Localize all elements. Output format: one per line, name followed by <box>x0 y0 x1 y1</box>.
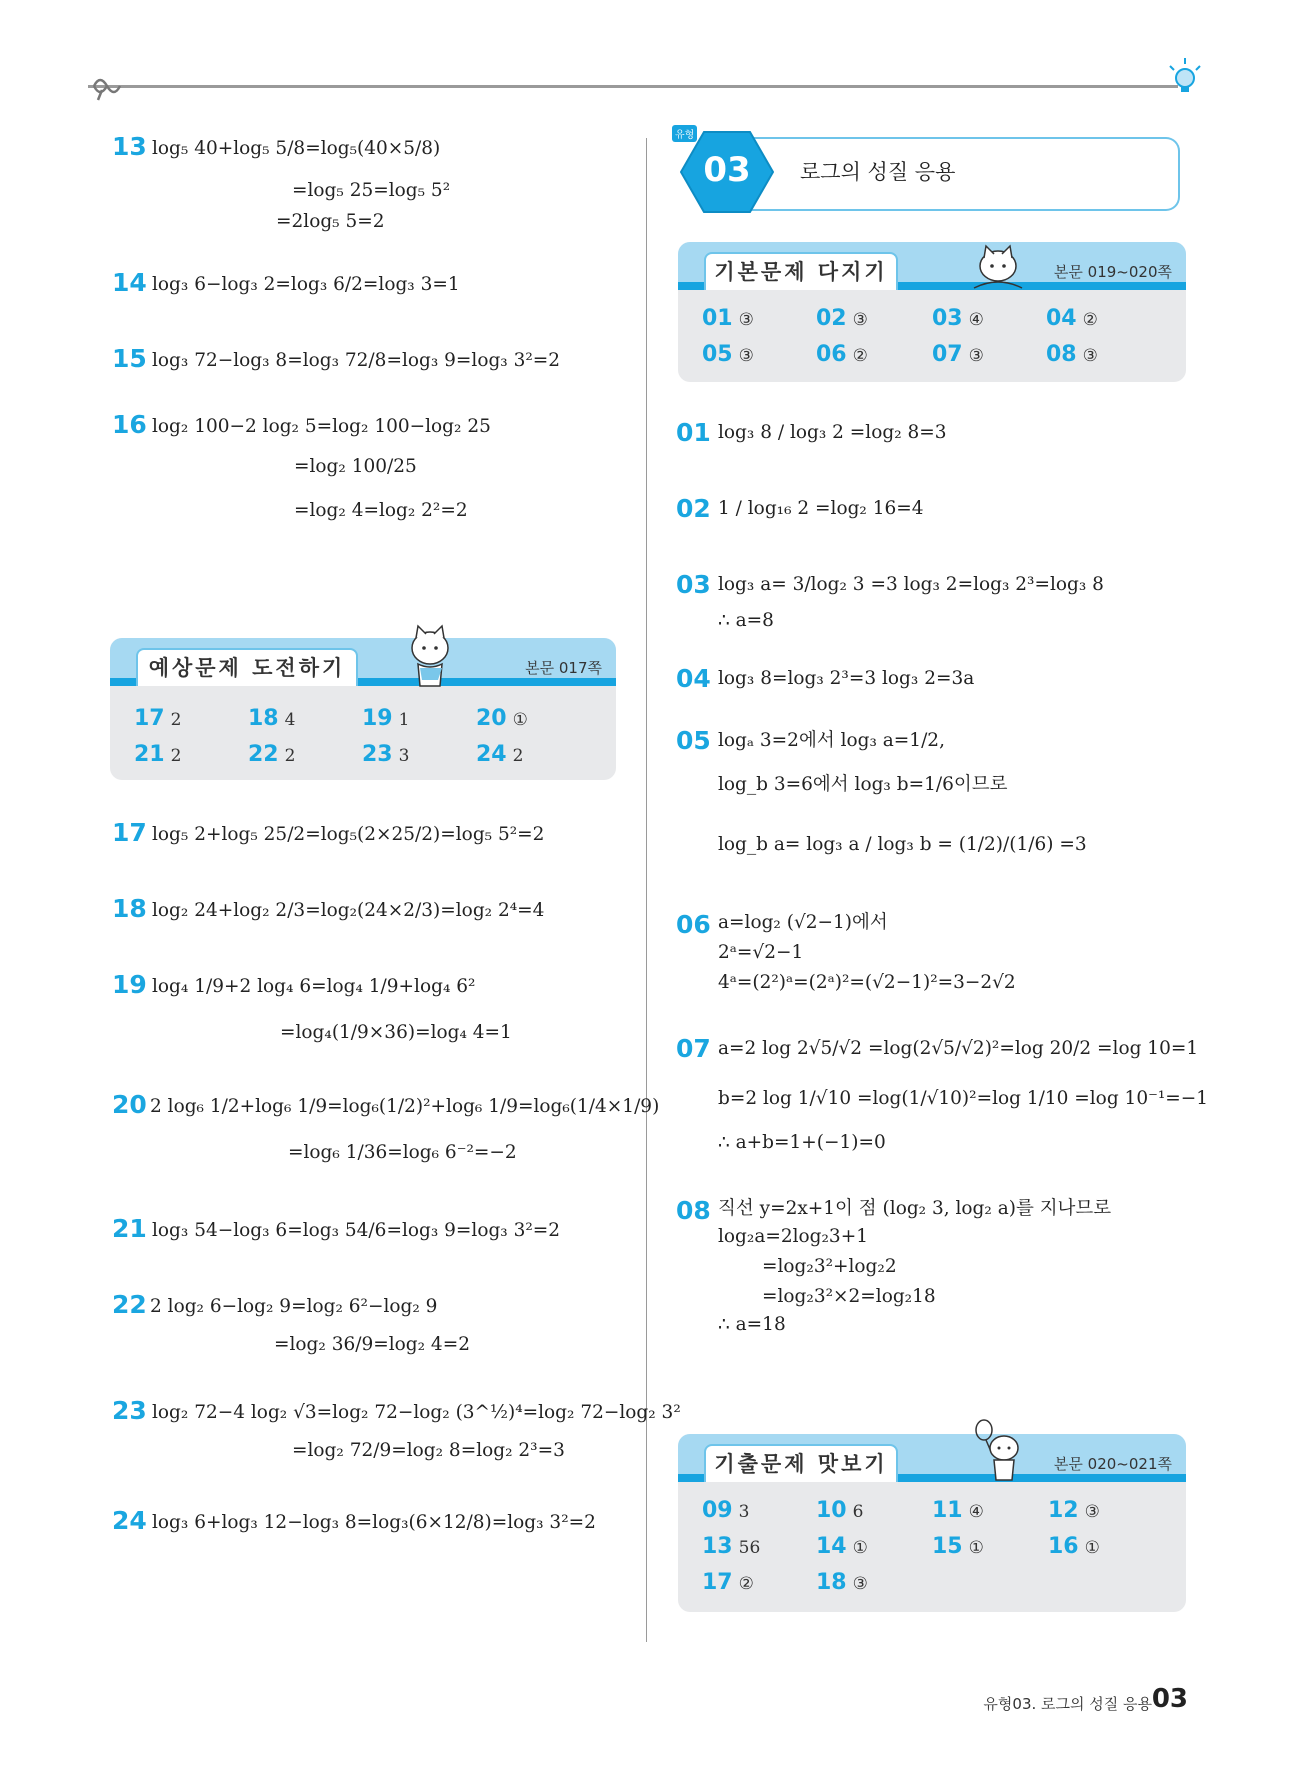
problem-number: 14 <box>112 268 147 297</box>
solution-line: b=2 log 1/√10 =log(1/√10)²=log 1/10 =log 10⁻¹=−1 <box>718 1088 1209 1109</box>
solution-line: ∴ a=18 <box>718 1314 786 1335</box>
answer-item: 07 ③ <box>932 342 984 367</box>
type-header <box>672 130 1182 214</box>
solution-line: =log₂ 4=log₂ 2²=2 <box>294 500 468 521</box>
solution-line: a=2 log 2√5/√2 =log(2√5/√2)²=log 20/2 =log 10=1 <box>718 1038 1199 1059</box>
problem-number: 23 <box>112 1396 147 1425</box>
answer-item: 20 ① <box>476 706 528 731</box>
answer-item: 13 56 <box>702 1534 761 1559</box>
solution-line: log₃ 6+log₃ 12−log₃ 8=log₃(6×12/8)=log₃ 3²=2 <box>152 1512 596 1533</box>
lightbulb-icon <box>1162 54 1208 100</box>
solution-line: 직선 y=2x+1이 점 (log₂ 3, log₂ a)를 지나므로 <box>718 1198 1112 1219</box>
solution-line: logₐ 3=2에서 log₃ a=1/2, <box>718 730 945 751</box>
answer-item: 04 ② <box>1046 306 1098 331</box>
answer-item: 06 ② <box>816 342 868 367</box>
box-title: 기출문제 맛보기 <box>704 1444 898 1482</box>
solution-line: log₃ 54−log₃ 6=log₃ 54/6=log₃ 9=log₃ 3²=2 <box>152 1220 561 1241</box>
solution-line: =log₂ 100/25 <box>294 456 417 477</box>
solution-line: =log₄(1/9×36)=log₄ 4=1 <box>280 1022 512 1043</box>
answer-item: 17 2 <box>134 706 182 731</box>
answer-item: 15 ① <box>932 1534 984 1559</box>
problem-number: 17 <box>112 818 147 847</box>
solution-line: ∴ a+b=1+(−1)=0 <box>718 1132 886 1153</box>
problem-number: 02 <box>676 494 711 523</box>
answer-box-challenge <box>110 638 616 780</box>
solution-line: log_b 3=6에서 log₃ b=1/6이므로 <box>718 774 1008 795</box>
problem-number: 19 <box>112 970 147 999</box>
answer-item: 12 ③ <box>1048 1498 1100 1523</box>
solution-line: =log₅ 25=log₅ 5² <box>292 180 451 201</box>
box-title: 예상문제 도전하기 <box>136 648 358 686</box>
solution-line: 1 / log₁₆ 2 =log₂ 16=4 <box>718 498 924 519</box>
solution-line: =log₂3²×2=log₂18 <box>762 1286 936 1307</box>
top-rule <box>88 85 1178 88</box>
problem-number: 06 <box>676 910 711 939</box>
answer-item: 18 4 <box>248 706 296 731</box>
mascot-cat-icon <box>970 236 1026 292</box>
answer-item: 19 1 <box>362 706 410 731</box>
box-page-ref: 본문 019~020쪽 <box>1053 263 1172 281</box>
solution-line: 4ᵃ=(2²)ᵃ=(2ᵃ)²=(√2−1)²=3−2√2 <box>718 972 1016 993</box>
solution-line: log₅ 2+log₅ 25/2=log₅(2×25/2)=log₅ 5²=2 <box>152 824 545 845</box>
problem-number: 16 <box>112 410 147 439</box>
mascot-cat-icon <box>404 620 456 692</box>
type-title: 로그의 성질 응용 <box>800 160 956 184</box>
footer-section-title: 유형03. 로그의 성질 응용 <box>983 1695 1152 1713</box>
solution-line: log₅ 40+log₅ 5/8=log₅(40×5/8) <box>152 138 441 159</box>
solution-line: log₃ a= 3/log₂ 3 =3 log₃ 2=log₃ 2³=log₃ 8 <box>718 574 1104 595</box>
solution-line: =2log₅ 5=2 <box>276 211 385 232</box>
answer-item: 08 ③ <box>1046 342 1098 367</box>
problem-number: 08 <box>676 1196 711 1225</box>
problem-number: 07 <box>676 1034 711 1063</box>
solution-line: log_b a= log₃ a / log₃ b = (1/2)/(1/6) =3 <box>718 834 1087 855</box>
answer-item: 16 ① <box>1048 1534 1100 1559</box>
solution-line: log₃ 6−log₃ 2=log₃ 6/2=log₃ 3=1 <box>152 274 460 295</box>
type-number: 03 <box>703 150 751 190</box>
problem-number: 05 <box>676 726 711 755</box>
solution-line: ∴ a=8 <box>718 610 774 631</box>
answer-item: 17 ② <box>702 1570 754 1595</box>
problem-number: 04 <box>676 664 711 693</box>
answer-item: 24 2 <box>476 742 524 767</box>
answer-item: 11 ④ <box>932 1498 984 1523</box>
page-number: 03 <box>1151 1684 1188 1714</box>
solution-line: log₄ 1/9+2 log₄ 6=log₄ 1/9+log₄ 6² <box>152 976 476 997</box>
mascot-cat-badminton-icon <box>960 1418 1030 1484</box>
solution-line: log₂ 100−2 log₂ 5=log₂ 100−log₂ 25 <box>152 416 491 437</box>
solution-line: =log₂3²+log₂2 <box>762 1256 897 1277</box>
type-label: 유형 <box>672 125 697 142</box>
answer-item: 10 6 <box>816 1498 864 1523</box>
answer-item: 09 3 <box>702 1498 750 1523</box>
solution-line: 2ᵃ=√2−1 <box>718 942 804 963</box>
box-title: 기본문제 다지기 <box>704 252 898 290</box>
box-page-ref: 본문 020~021쪽 <box>1053 1455 1172 1473</box>
answer-item: 02 ③ <box>816 306 868 331</box>
problem-number: 03 <box>676 570 711 599</box>
problem-number: 01 <box>676 418 711 447</box>
answer-item: 18 ③ <box>816 1570 868 1595</box>
solution-line: =log₂ 36/9=log₂ 4=2 <box>274 1334 470 1355</box>
solution-line: 2 log₆ 1/2+log₆ 1/9=log₆(1/2)²+log₆ 1/9=log₆(1/4×1/9) <box>150 1096 660 1117</box>
answer-item: 05 ③ <box>702 342 754 367</box>
answer-item: 01 ③ <box>702 306 754 331</box>
solution-line: log₂ 24+log₂ 2/3=log₂(24×2/3)=log₂ 2⁴=4 <box>152 900 545 921</box>
answer-item: 21 2 <box>134 742 182 767</box>
problem-number: 22 <box>112 1290 147 1319</box>
solution-line: log₂a=2log₂3+1 <box>718 1226 868 1247</box>
solution-line: log₃ 8=log₃ 2³=3 log₃ 2=3a <box>718 668 975 689</box>
problem-number: 15 <box>112 344 147 373</box>
problem-number: 18 <box>112 894 147 923</box>
ribbon-knot-icon <box>90 72 124 102</box>
solution-line: log₃ 8 / log₃ 2 =log₂ 8=3 <box>718 422 947 443</box>
answer-item: 14 ① <box>816 1534 868 1559</box>
solution-line: log₃ 72−log₃ 8=log₃ 72/8=log₃ 9=log₃ 3²=2 <box>152 350 561 371</box>
answer-box-basic <box>678 242 1186 382</box>
problem-number: 24 <box>112 1506 147 1535</box>
answer-item: 23 3 <box>362 742 410 767</box>
answer-item: 03 ④ <box>932 306 984 331</box>
problem-number: 20 <box>112 1090 147 1119</box>
answer-item: 22 2 <box>248 742 296 767</box>
solution-line: a=log₂ (√2−1)에서 <box>718 912 888 933</box>
problem-number: 21 <box>112 1214 147 1243</box>
solution-line: =log₆ 1/36=log₆ 6⁻²=−2 <box>288 1142 517 1163</box>
problem-number: 13 <box>112 132 147 161</box>
solution-line: 2 log₂ 6−log₂ 9=log₂ 6²−log₂ 9 <box>150 1296 438 1317</box>
answer-box-past <box>678 1434 1186 1612</box>
box-page-ref: 본문 017쪽 <box>525 659 602 677</box>
solution-line: =log₂ 72/9=log₂ 8=log₂ 2³=3 <box>292 1440 565 1461</box>
solution-line: log₂ 72−4 log₂ √3=log₂ 72−log₂ (3^½)⁴=log₂ 72−log₂ 3² <box>152 1402 681 1423</box>
